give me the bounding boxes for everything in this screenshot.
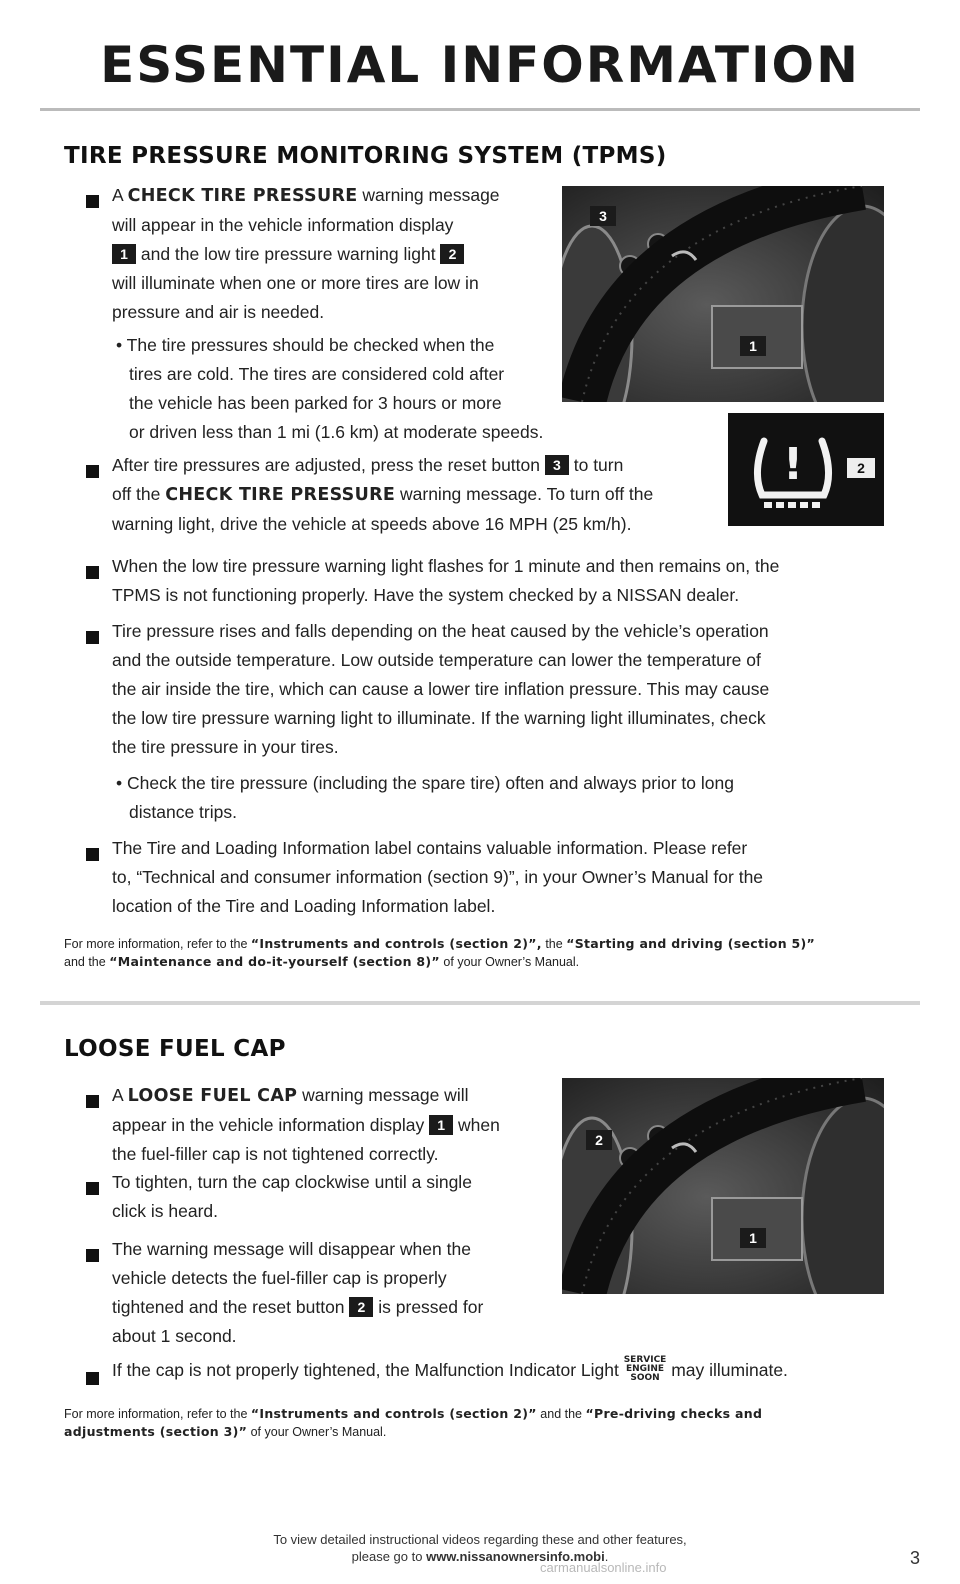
text: warning message will bbox=[297, 1085, 469, 1105]
bullet-square bbox=[86, 566, 99, 579]
tpms-bullet-2 bbox=[112, 451, 732, 539]
text: To tighten, turn the cap clockwise until a single bbox=[112, 1172, 472, 1192]
text: tires are cold. The tires are considered cold after bbox=[129, 364, 505, 384]
mil-text: ENGINE bbox=[625, 1364, 665, 1374]
callout-3: 3 bbox=[545, 455, 569, 475]
text: The warning message will disappear when the bbox=[112, 1239, 471, 1259]
text: of your Owner’s Manual. bbox=[439, 955, 580, 969]
steering-wheel-illustration bbox=[562, 1078, 884, 1294]
tpms-subbullet-2 bbox=[116, 769, 896, 827]
bullet-square bbox=[86, 1249, 99, 1262]
mil-text: SERVICE bbox=[623, 1355, 667, 1365]
text: when bbox=[453, 1115, 500, 1135]
tpms-bullet-4 bbox=[112, 617, 892, 762]
website-link[interactable]: www.nissanownersinfo.mobi bbox=[426, 1549, 605, 1564]
tpms-bullet-5 bbox=[112, 834, 892, 921]
fuel-bullet-3 bbox=[112, 1235, 552, 1351]
text: • Check the tire pressure (including the spare tire) often and always prior to long bbox=[116, 773, 734, 793]
reference-link: “Starting and driving (section 5)” bbox=[566, 936, 816, 951]
reference-link: adjustments (section 3)” bbox=[64, 1424, 248, 1439]
text: For more information, refer to the bbox=[64, 937, 251, 951]
mil-text: SOON bbox=[630, 1373, 660, 1383]
bullet-square bbox=[86, 1095, 99, 1108]
text: the tire pressure in your tires. bbox=[112, 737, 339, 757]
text: When the low tire pressure warning light flashes for 1 minute and then remains on, the bbox=[112, 556, 780, 576]
page-number: 3 bbox=[909, 1548, 920, 1568]
text: warning message bbox=[357, 185, 500, 205]
tpms-bullet-1 bbox=[112, 181, 552, 327]
text: to turn bbox=[568, 455, 624, 475]
service-engine-soon-icon bbox=[624, 1356, 667, 1383]
text: A bbox=[112, 185, 128, 205]
text: or driven less than 1 mi (1.6 km) at moderate speeds. bbox=[129, 422, 544, 442]
reference-link: “Pre-driving checks and bbox=[585, 1406, 763, 1421]
callout-1: 1 bbox=[740, 336, 766, 356]
bullet-square bbox=[86, 631, 99, 644]
footer-note bbox=[180, 1531, 780, 1565]
text: will illuminate when one or more tires are low in bbox=[112, 273, 479, 293]
text: If the cap is not properly tightened, the Malfunction Indicator Light bbox=[112, 1360, 624, 1380]
exclamation-symbol: ! bbox=[782, 439, 804, 490]
text: warning light, drive the vehicle at speeds above 16 MPH (25 km/h). bbox=[112, 514, 632, 534]
fuel-bullet-2 bbox=[112, 1168, 552, 1226]
text: distance trips. bbox=[129, 802, 237, 822]
tpms-reference-note bbox=[64, 935, 904, 971]
reference-link: “Instruments and controls (section 2)”, bbox=[250, 936, 542, 951]
text: the air inside the tire, which can cause a lower tire inflation pressure. This may cause bbox=[112, 679, 770, 699]
text: • The tire pressures should be checked when the bbox=[116, 335, 495, 355]
text: and the bbox=[64, 955, 110, 969]
text: TPMS is not functioning properly. Have the system checked by a NISSAN dealer. bbox=[112, 585, 740, 605]
text: For more information, refer to the bbox=[64, 1407, 251, 1421]
callout-3: 3 bbox=[590, 206, 616, 226]
text: the low tire pressure warning light to illuminate. If the warning light illuminates, check bbox=[112, 708, 766, 728]
fuel-cap-section-title: LOOSE FUEL CAP bbox=[64, 1036, 286, 1062]
text: and the low tire pressure warning light bbox=[136, 244, 441, 264]
tpms-bullet-3 bbox=[112, 552, 892, 610]
callout-2: 2 bbox=[586, 1130, 612, 1150]
check-tire-pressure-label: CHECK TIRE PRESSURE bbox=[165, 485, 396, 505]
page-title: ESSENTIAL INFORMATION bbox=[100, 36, 860, 94]
callout-1: 1 bbox=[112, 244, 136, 264]
text: The Tire and Loading Information label contains valuable information. Please refer bbox=[112, 838, 748, 858]
text: click is heard. bbox=[112, 1201, 219, 1221]
bullet-square bbox=[86, 1372, 99, 1385]
callout-1: 1 bbox=[740, 1228, 766, 1248]
text: After tire pressures are adjusted, press the reset button bbox=[112, 455, 545, 475]
text: the bbox=[541, 937, 567, 951]
bullet-square bbox=[86, 848, 99, 861]
text: pressure and air is needed. bbox=[112, 302, 325, 322]
text: appear in the vehicle information display bbox=[112, 1115, 430, 1135]
callout-2: 2 bbox=[349, 1297, 373, 1317]
text: about 1 second. bbox=[112, 1326, 237, 1346]
text: A bbox=[112, 1085, 128, 1105]
text: and the bbox=[536, 1407, 586, 1421]
text: To view detailed instructional videos regarding these and other features, bbox=[273, 1532, 687, 1547]
text: . bbox=[604, 1549, 609, 1564]
reference-link: “Maintenance and do-it-yourself (section 8)” bbox=[109, 954, 440, 969]
fuel-reference-note bbox=[64, 1405, 904, 1441]
text: to, “Technical and consumer information (section 9)”, in your Owner’s Manual for the bbox=[112, 867, 764, 887]
fuel-bullet-1 bbox=[112, 1081, 552, 1169]
text: Tire pressure rises and falls depending on the heat caused by the vehicle’s operation bbox=[112, 621, 769, 641]
bullet-square bbox=[86, 1182, 99, 1195]
tpms-section-title: TIRE PRESSURE MONITORING SYSTEM (TPMS) bbox=[64, 143, 667, 169]
callout-1: 1 bbox=[429, 1115, 453, 1135]
text: may illuminate. bbox=[666, 1360, 788, 1380]
bullet-square bbox=[86, 465, 99, 478]
low-tire-pressure-warning-light bbox=[728, 413, 884, 526]
fuel-cap-steering-wheel-photo bbox=[562, 1078, 884, 1294]
text: of your Owner’s Manual. bbox=[247, 1425, 387, 1439]
text: will appear in the vehicle information display bbox=[112, 215, 454, 235]
text: is pressed for bbox=[373, 1297, 484, 1317]
header-rule bbox=[40, 108, 920, 111]
text: the fuel-filler cap is not tightened correctly. bbox=[112, 1144, 439, 1164]
fuel-bullet-4 bbox=[112, 1356, 912, 1385]
text: and the outside temperature. Low outside temperature can lower the temperature of bbox=[112, 650, 761, 670]
tpms-subbullet-1 bbox=[116, 331, 616, 447]
text: tightened and the reset button bbox=[112, 1297, 350, 1317]
text: vehicle detects the fuel-filler cap is properly bbox=[112, 1268, 447, 1288]
callout-2: 2 bbox=[846, 457, 876, 479]
text: the vehicle has been parked for 3 hours or more bbox=[129, 393, 502, 413]
check-tire-pressure-label: CHECK TIRE PRESSURE bbox=[127, 186, 358, 206]
watermark: carmanualsonline.info bbox=[540, 1560, 667, 1575]
section-divider bbox=[40, 1001, 920, 1005]
loose-fuel-cap-label: LOOSE FUEL CAP bbox=[127, 1086, 298, 1106]
text: please go to bbox=[351, 1549, 427, 1564]
text: location of the Tire and Loading Information label. bbox=[112, 896, 496, 916]
bullet-square bbox=[86, 195, 99, 208]
reference-link: “Instruments and controls (section 2)” bbox=[250, 1406, 537, 1421]
text: off the bbox=[112, 484, 166, 504]
callout-2: 2 bbox=[440, 244, 464, 264]
text: warning message. To turn off the bbox=[395, 484, 654, 504]
